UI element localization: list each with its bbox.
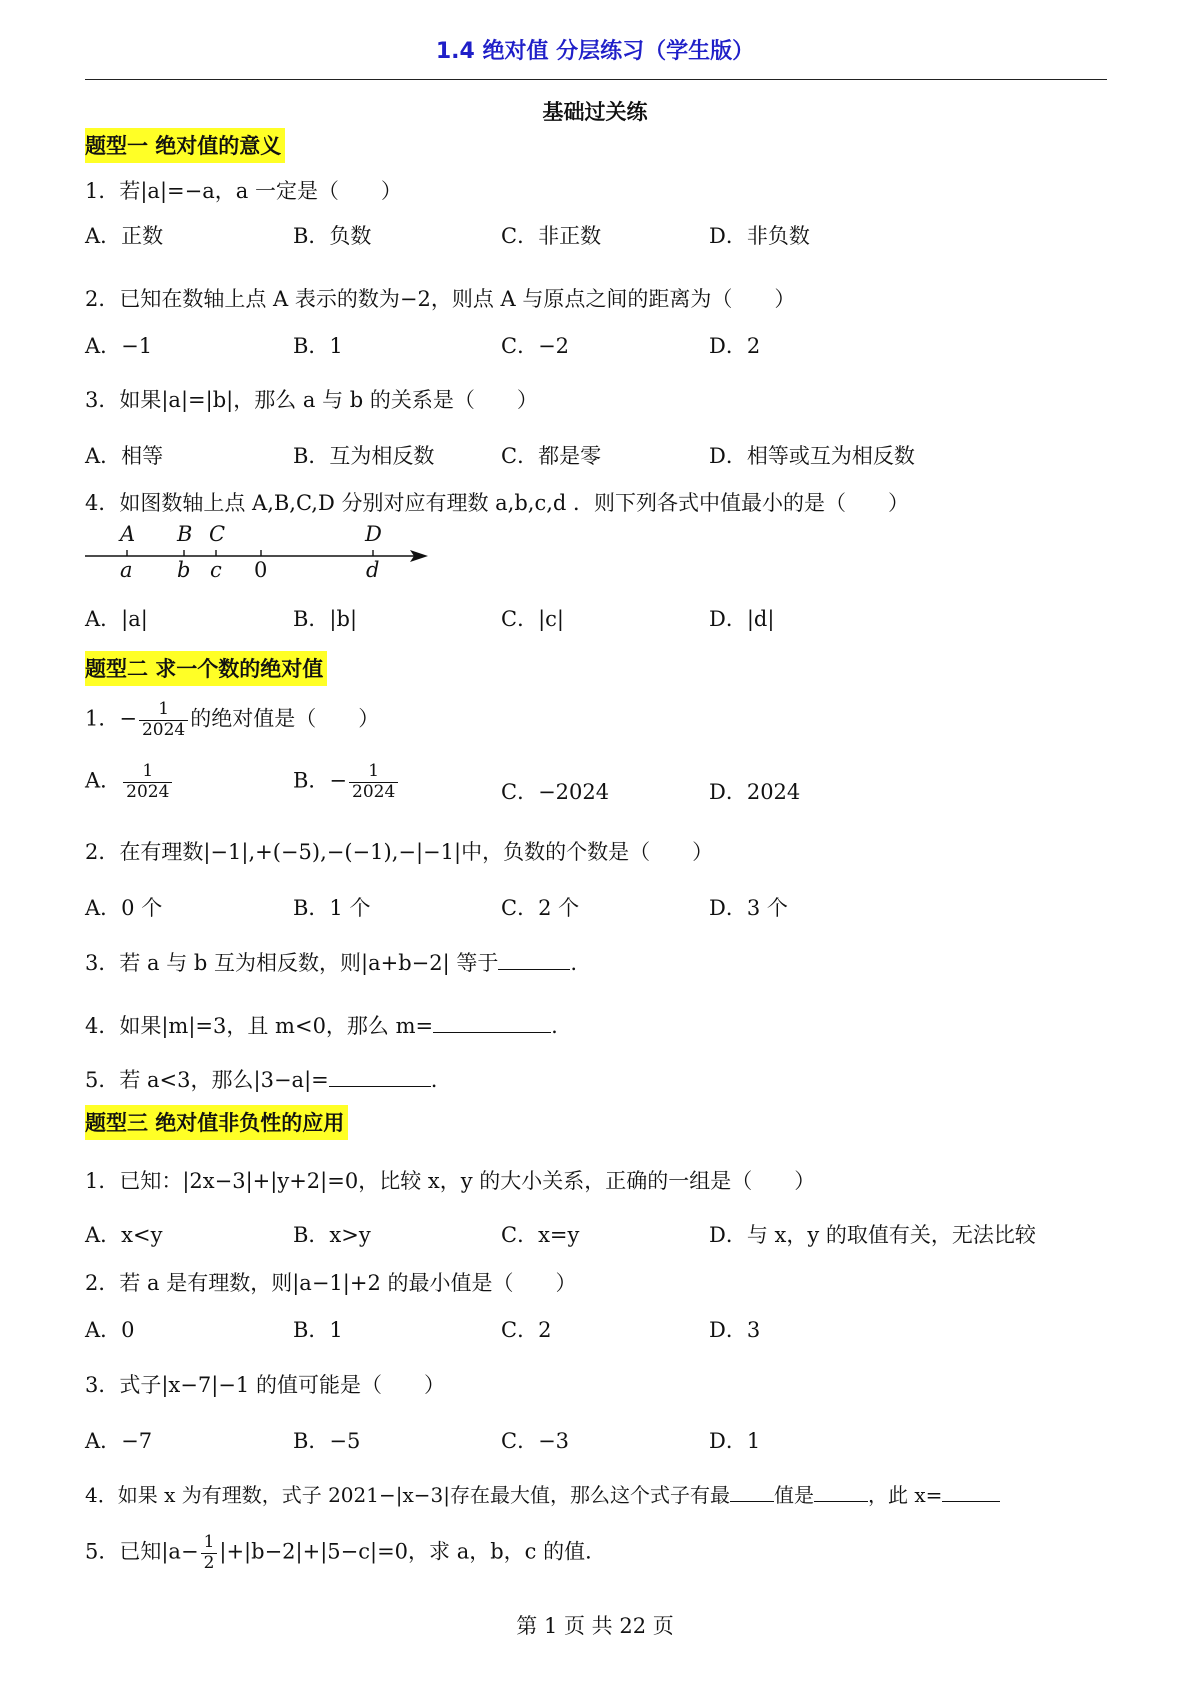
q1-2-option-b: B．1 (293, 334, 343, 358)
q3-5-denominator: 2 (203, 1552, 215, 1573)
q2-5-end: . (430, 1068, 438, 1092)
q2-1-option-b-denominator: 2024 (352, 781, 396, 802)
question-3-1-stem: 1．已知：|2x−3|+|y+2|=0，比较 x，y 的大小关系，正确的一组是（ ） (85, 1169, 816, 1193)
q3-4-text-2: 值是 (773, 1483, 814, 1507)
q2-1-option-a-denominator: 2024 (126, 781, 170, 802)
q2-1-option-a (85, 762, 174, 802)
q1-2-option-c: C．−2 (501, 334, 570, 358)
q2-1-option-b-numerator: 1 (349, 762, 398, 783)
section-heading-3: 题型三 绝对值非负性的应用 (85, 1105, 348, 1140)
q2-1-option-c: C．−2024 (501, 780, 610, 804)
value-label-c: c (210, 558, 222, 582)
q2-1-option-b-label: B．− (293, 768, 348, 793)
q3-5-fraction (201, 1533, 218, 1573)
page-footer: 第 1 页 共 22 页 (516, 1614, 674, 1638)
q2-3-answer-blank[interactable] (498, 951, 570, 970)
header-divider (85, 79, 1107, 80)
q3-1-option-c: C．x=y (501, 1223, 580, 1247)
q3-1-option-d: D．与 x，y 的取值有关，无法比较 (709, 1223, 1036, 1247)
question-2-3-stem (85, 947, 577, 977)
q1-3-option-c: C．都是零 (501, 444, 602, 468)
q2-2-option-d: D．3 个 (709, 896, 788, 920)
q2-4-end: . (551, 1014, 558, 1038)
q2-1-numerator: 1 (139, 700, 188, 721)
q1-1-option-c: C．非正数 (501, 224, 602, 248)
question-3-5-stem (85, 1533, 606, 1573)
q3-4-text-1: 4．如果 x 为有理数，式子 2021−|x−3|存在最大值，那么这个式子有最 (85, 1483, 730, 1507)
q2-1-sign: 1．− (85, 706, 137, 731)
document-title: 1.4 绝对值 分层练习（学生版） (435, 39, 755, 64)
question-2-5-stem (85, 1064, 437, 1094)
value-label-d: d (366, 558, 380, 582)
question-1-3-stem: 3．如果|a|=|b|，那么 a 与 b 的关系是（ ） (85, 388, 538, 412)
q1-1-option-d: D．非负数 (709, 224, 810, 248)
question-1-1-stem: 1．若|a|=−a，a 一定是（ ） (85, 179, 402, 203)
q3-2-option-a: A．0 (85, 1318, 135, 1342)
question-3-3-stem: 3．式子|x−7|−1 的值可能是（ ） (85, 1373, 445, 1397)
question-3-2-stem: 2．若 a 是有理数，则|a−1|+2 的最小值是（ ） (85, 1271, 577, 1295)
point-label-D: D (365, 522, 382, 546)
q3-5-text-1: 5．已知|a− (85, 1539, 199, 1564)
question-1-4-stem: 4．如图数轴上点 A,B,C,D 分别对应有理数 a,b,c,d ．则下列各式中值最小的是（ ） (85, 491, 910, 515)
q1-4-option-d: D．|d| (709, 607, 775, 631)
q1-4-option-a: A．|a| (85, 607, 148, 631)
question-2-2-stem: 2．在有理数|−1|,+(−5),−(−1),−|−1|中，负数的个数是（ ） (85, 840, 714, 864)
point-label-A: A (120, 522, 136, 546)
section-group-title: 基础过关练 (542, 100, 648, 124)
question-1-2-stem: 2．已知在数轴上点 A 表示的数为−2，则点 A 与原点之间的距离为（ ） (85, 287, 796, 311)
q2-3-text: 3．若 a 与 b 互为相反数，则|a+b−2| 等于 (85, 951, 499, 975)
value-label-zero: 0 (254, 558, 268, 582)
q3-4-text-3: ，此 x= (867, 1483, 943, 1507)
value-label-b: b (177, 558, 191, 582)
q3-2-option-c: C．2 (501, 1318, 552, 1342)
q2-4-answer-blank[interactable] (433, 1014, 551, 1033)
q2-1-option-a-label: A． (85, 768, 122, 793)
q2-1-option-b (293, 762, 400, 802)
q2-2-option-c: C．2 个 (501, 896, 580, 920)
question-2-1-stem (85, 700, 379, 740)
q2-1-option-d: D．2024 (709, 780, 801, 804)
q1-4-option-b: B．|b| (293, 607, 358, 631)
q1-1-option-a: A．正数 (85, 224, 164, 248)
q1-3-option-d: D．相等或互为相反数 (709, 444, 915, 468)
q3-4-blank-2[interactable] (814, 1483, 868, 1502)
question-3-4-stem (85, 1479, 1000, 1508)
q1-2-option-d: D．2 (709, 334, 761, 358)
q3-2-option-d: D．3 (709, 1318, 761, 1342)
point-label-C: C (209, 522, 226, 546)
q3-4-blank-1[interactable] (730, 1483, 774, 1502)
q2-1-rest: 的绝对值是（ ） (190, 706, 380, 731)
q3-2-option-b: B．1 (293, 1318, 343, 1342)
q2-1-denominator: 2024 (141, 719, 186, 740)
q2-1-option-a-numerator: 1 (123, 762, 172, 783)
q3-1-option-b: B．x>y (293, 1223, 371, 1247)
q3-5-text-2: |+|b−2|+|5−c|=0，求 a，b，c 的值． (219, 1539, 607, 1564)
q2-1-option-b-fraction (349, 762, 398, 802)
q2-5-answer-blank[interactable] (329, 1068, 431, 1087)
q2-2-option-a: A．0 个 (85, 896, 163, 920)
value-label-a: a (120, 558, 133, 582)
q3-3-option-b: B．−5 (293, 1429, 361, 1453)
q2-1-fraction (139, 700, 188, 740)
q1-4-option-c: C．|c| (501, 607, 564, 631)
point-label-B: B (177, 522, 193, 546)
q3-4-blank-3[interactable] (942, 1483, 1000, 1502)
q3-3-option-c: C．−3 (501, 1429, 570, 1453)
q3-3-option-a: A．−7 (85, 1429, 153, 1453)
q1-1-option-b: B．负数 (293, 224, 372, 248)
q2-2-option-b: B．1 个 (293, 896, 371, 920)
q2-3-end: . (570, 951, 578, 975)
q2-5-text: 5．若 a<3，那么|3−a|= (85, 1068, 329, 1092)
q1-3-option-a: A．相等 (85, 444, 164, 468)
q1-3-option-b: B．互为相反数 (293, 444, 435, 468)
q2-1-option-a-fraction (123, 762, 172, 802)
question-2-4-stem (85, 1010, 558, 1040)
section-heading-2: 题型二 求一个数的绝对值 (85, 651, 327, 686)
section-heading-1: 题型一 绝对值的意义 (85, 128, 285, 163)
number-line-figure (80, 520, 440, 585)
q3-3-option-d: D．1 (709, 1429, 761, 1453)
q3-1-option-a: A．x<y (85, 1223, 163, 1247)
q3-5-numerator: 1 (201, 1533, 218, 1554)
q1-2-option-a: A．−1 (85, 334, 153, 358)
q2-4-text: 4．如果|m|=3，且 m<0，那么 m= (85, 1014, 434, 1038)
